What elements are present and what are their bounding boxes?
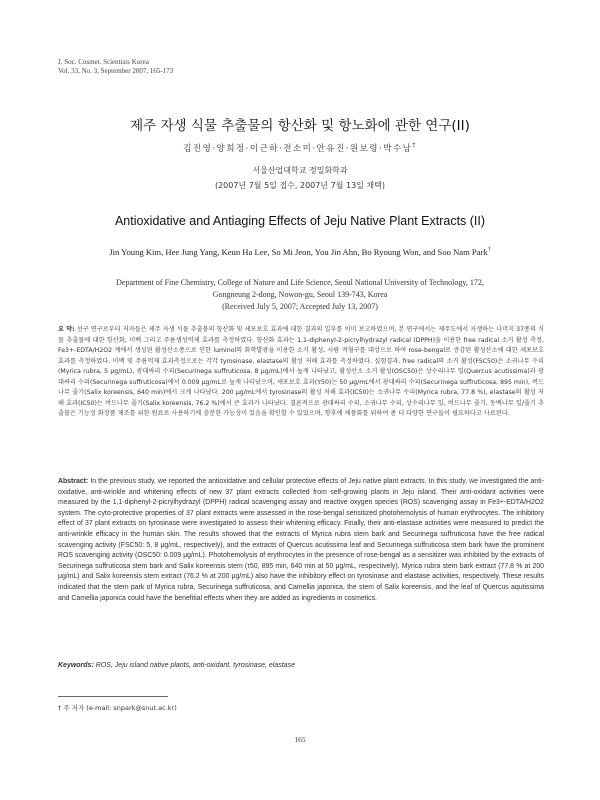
keywords-label: Keywords: xyxy=(58,662,94,669)
korean-abstract-text: 선구 연구로부터 저자들은 제주 자생 식물 추출물의 항산화 및 세포보호 효과에 대한 결과의 일부를 이미 보고하였으며, 본 연구에서는 제주도에서 자생하는 나머지 37종의 식물 추출물에 대한 항산화, 미백 그리고 주름생성억제 효과를 측정하였다. 항산화 효과는 1,1-diphenyl-2-picrylhydrazyl radical (DPPH)을 이용한 free radical 소거 활성 측정, Fe3+-EDTA/H2O2 계에서 생성된 활성산소종으로 인한 luminol의 화학발광을 이용한 소거 활성, 사람 적혈구를 대상으로 하여 rose-bengal로 증감된 활성산소에 대한 세포보호 효과를 측정하였다. 미백 및 주름억제 효과측정으로는 각각 tyrosinase, elastase의 활성 저해 효과를 측정하였다. 실험결과, free radical의 소거 활성(FSC50)은 소귀나무 수피(Myrica rubra, 5 μg/mL), 광대싸리 수피(Securinega suffruticosa, 8 μg/mL)에서 높게 나타났고, 활성산소 소거 활성(OSC50)은 상수리나무 잎(Quercus acutissima)과 광대싸리 수피(Securinega suffruticosa)에서 0.009 μg/mL로 높게 나타났으며, 세포보호 효과(τ50)는 50 μg/mL에서 광대싸리 수피(Securinega suffruticosa, 895 min), 버드나무 줄기(Salix koreensis, 640 min)에서 크게 나타났다. 200 μg/mL에서 tyrosinase의 활성 저해 효과(IC50)는 소귀나무 수피(Myrica rubra, 77.8 %), elastase의 활성 저해 효과(IC50)는 버드나무 줄기(Salix koreensis, 76.2 %)에서 큰 효과가 나타났다. 결론적으로 광대싸리 수피, 소귀나무 수피, 상수리나무 잎, 버드나무 줄기, 동백나무 잎/줄기 추출물은 기능성 화장품 제조를 위한 원료로 사용하기에 충분한 가능성이 있음을 확인할 수 있었으며, 향후에 제품화를 위하여 좀 더 다양한 연구들이 필요하다고 사료된다. xyxy=(58,326,544,417)
received-accepted-dates: (Received July 5, 2007; Accepted July 13, 2007) xyxy=(222,302,378,311)
korean-author-mark: † xyxy=(412,142,417,150)
korean-author-list: 김진영·양희정·이근하·전소미·안유진·원보령·박수남 xyxy=(183,144,413,154)
english-abstract-text: In the previous study, we reported the antioxidative and cellular protective effects of Jeju native plant extracts. In this study, we investigated the anti-oxidative, anti-wrinkle and whitening effects of new 37 plant extracts collected from self-growing plants in Jeju island. Their anti-oxidant activities were measured by the 1,1-diphenyl-2-picrylhydrazyl (DPPH) radical scavenging assay and reactive oxygen species (ROS) scavenging assay in Fe3+-EDTA/H2O2 system. The cyto-protective properties of 37 plant extracts were assessed in the rose-bengal sensitized photohemolysis of human erythrocytes. The inhibitory effect of 37 plant extracts on tyrosinase were investigated to assess their whitening efficacy. Finally, their anti-elastase activities were measured to predict the anti-wrinkle efficacy in the human skin. The results showed that the extracts of Myrica rubra stem bark and Securinega suffruticosa have the free radical scavenging activity (FSC50: 5, 8 μg/mL, respectively), and the extracts of Quercus acutissima leaf and Securinega suffruticosa stem bark have the prominent ROS scavenging activity (OSC50: 0.009 μg/mL). Photohemolysis of erythrocytes in the presence of rose-bengal as a sensitizer was inhibited by the extracts of Securinega suffruticosa stem bark and Salix koreensis stem (τ50, 895 min, 640 min at 50 μg/mL, respectively). Myrica rubra stem bark extract (77.8 % at 200 μg/mL) and Salix koreensis stem extract (76.2 % at 200 μg/mL) also have the inhibitory effect on tyrosinase and elastase activities, respectively. These results indicated that the stem park of Myrica rubra, Securinega suffruticosa, and Camellia japonica, the stem of Salix koreensis, and the leaf of Quercus aqutissima and Camellia japonica could have the benefitial effects when they are added as ingredients in cosmetics. xyxy=(58,478,544,602)
korean-abstract-label: 요 약: xyxy=(58,326,75,333)
keywords xyxy=(58,662,544,669)
journal-name: J. Soc. Cosmet. Scientists Korea xyxy=(58,58,149,66)
korean-abstract xyxy=(58,325,544,420)
korean-affiliation: 서울산업대학교 정밀화학과 xyxy=(252,166,348,175)
korean-authors xyxy=(0,142,600,154)
keywords-text: ROS, Jeju island native plants, anti-oxidant, tyrosinase, elastase xyxy=(93,662,295,669)
english-authors xyxy=(0,247,600,257)
footnote-divider xyxy=(58,696,168,697)
english-author-mark: † xyxy=(487,247,491,254)
english-abstract xyxy=(58,477,544,604)
english-abstract-label: Abstract: xyxy=(58,478,89,485)
affiliation-line-2: Gongneung 2-dong, Nowon-gu, Seoul 139-743, Korea xyxy=(212,290,388,299)
korean-dates: (2007년 7월 5일 접수, 2007년 7월 13일 채택) xyxy=(214,181,386,190)
journal-header xyxy=(58,58,173,76)
journal-volume: Vol. 33, No. 3, September 2007, 165-173 xyxy=(58,67,174,75)
english-author-list: Jin Young Kim, Hee Jung Yang, Keun Ha Lee, So Mi Jeon, You Jin Ahn, Bo Ryoung Won, and Soo Nam Park xyxy=(109,247,488,257)
english-affiliation xyxy=(0,277,600,313)
english-title: Antioxidative and Antiaging Effects of Jeju Native Plant Extracts (II) xyxy=(114,214,486,228)
korean-title: 제주 자생 식물 추출물의 항산화 및 항노화에 관한 연구(II) xyxy=(130,118,470,134)
corresponding-author-footnote: † 주 저자 (e-mail: snpark@snut.ac.kr) xyxy=(58,704,177,712)
page-number: 165 xyxy=(294,735,306,744)
affiliation-line-1: Department of Fine Chemistry, College of Nature and Life Science, Seoul National University of Technology, 172, xyxy=(116,278,484,287)
